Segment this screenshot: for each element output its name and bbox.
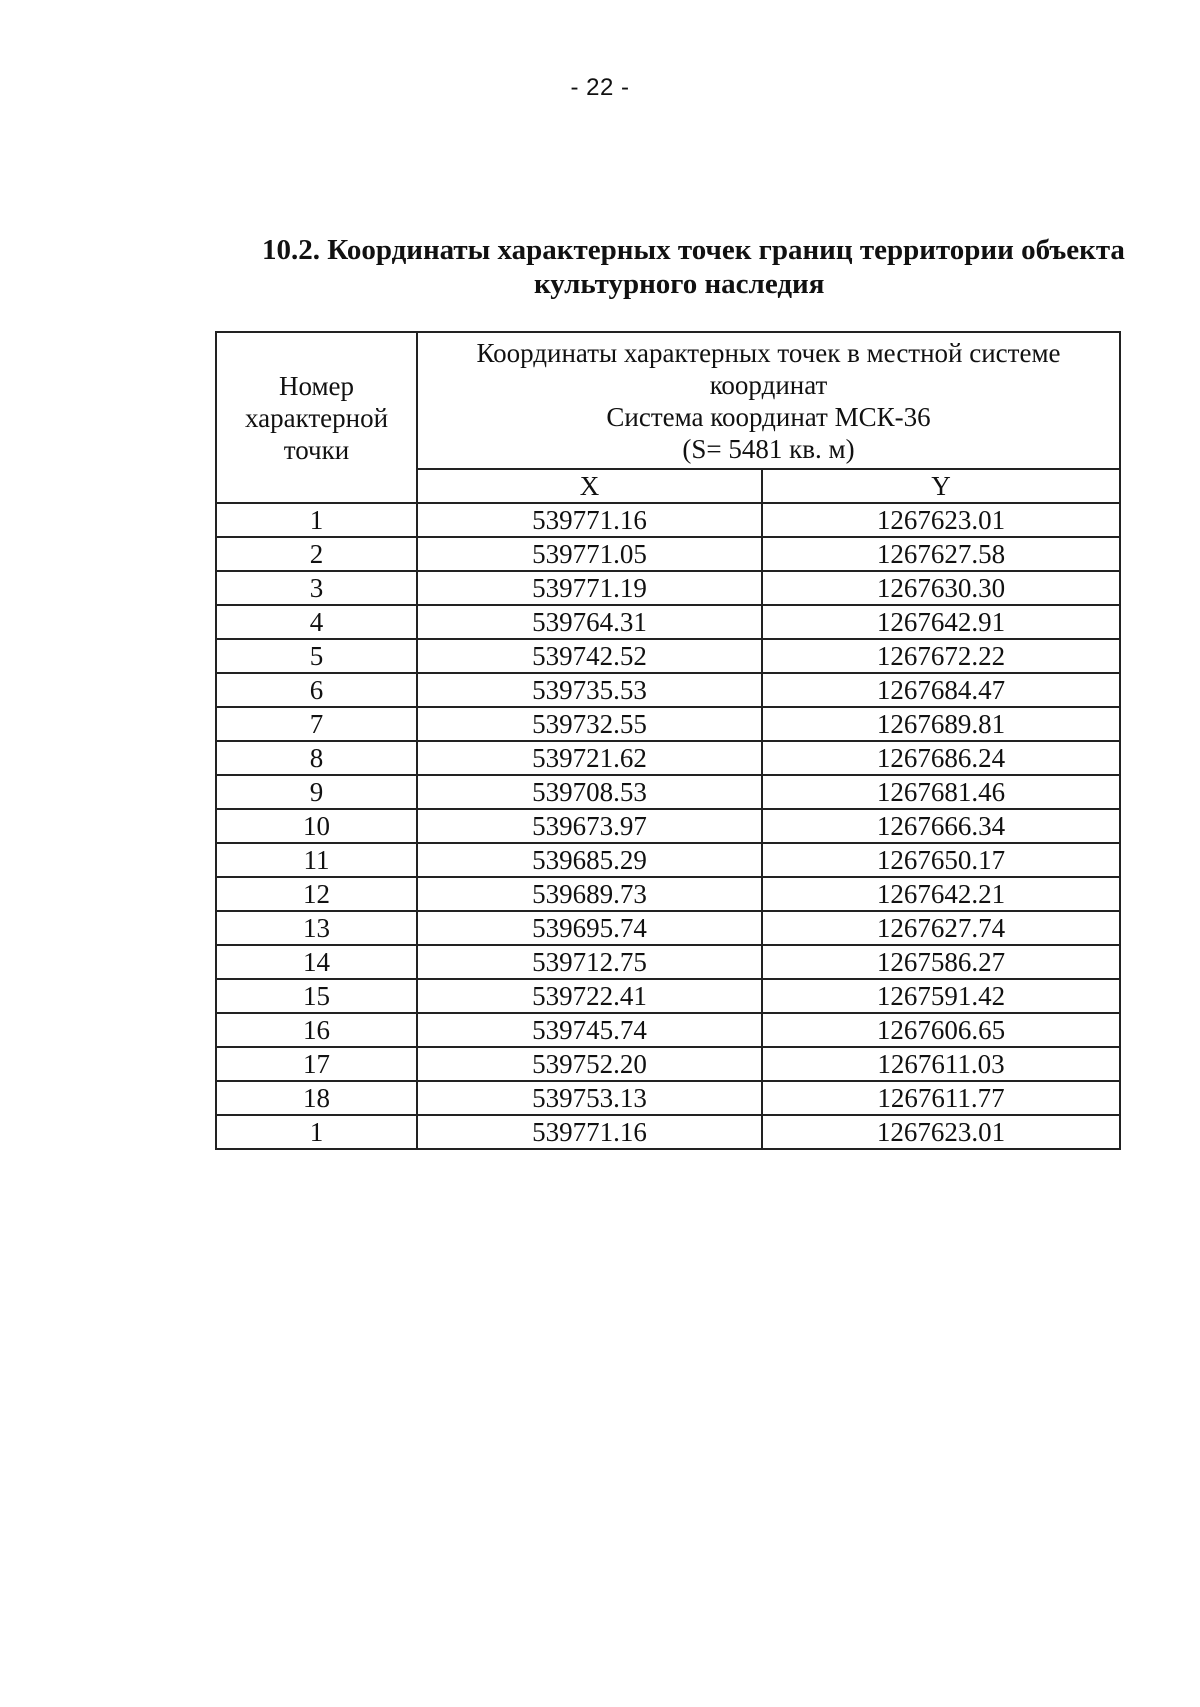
x-coordinate-cell: 539771.16 [417,503,762,537]
point-number-header-line: точки [283,434,350,465]
x-coordinate-cell: 539752.20 [417,1047,762,1081]
coordinates-header [417,332,1120,469]
point-number-cell: 18 [216,1081,417,1115]
y-coordinate-cell: 1267686.24 [762,741,1120,775]
table-row [216,605,1120,639]
point-number-header-line: Номер [278,370,355,401]
x-coordinate-cell: 539689.73 [417,877,762,911]
table-row [216,503,1120,537]
point-number-cell: 4 [216,605,417,639]
x-coordinate-cell: 539695.74 [417,911,762,945]
table-header-row [216,332,1120,469]
y-coordinate-cell: 1267627.58 [762,537,1120,571]
x-coordinate-cell: 539712.75 [417,945,762,979]
coordinates-header-line: Координаты характерных точек в местной системе [476,337,1061,368]
table-row [216,639,1120,673]
coordinates-header-line: (S= 5481 кв. м) [682,433,855,464]
section-title-line2: культурного наследия [534,268,825,300]
x-column-header: X [417,469,762,503]
point-number-header-line: характерной [244,402,389,433]
y-coordinate-cell: 1267623.01 [762,503,1120,537]
x-coordinate-cell: 539771.19 [417,571,762,605]
point-number-cell: 1 [216,503,417,537]
y-coordinate-cell: 1267672.22 [762,639,1120,673]
y-column-header: Y [762,469,1120,503]
point-number-cell: 3 [216,571,417,605]
table-row [216,911,1120,945]
point-number-cell: 11 [216,843,417,877]
section-title-line1: 10.2. Координаты характерных точек границ территории объекта [262,234,1125,266]
y-coordinate-cell: 1267591.42 [762,979,1120,1013]
x-coordinate-cell: 539764.31 [417,605,762,639]
table-row [216,1013,1120,1047]
point-number-cell: 5 [216,639,417,673]
x-coordinate-cell: 539735.53 [417,673,762,707]
table-row [216,741,1120,775]
table-row [216,571,1120,605]
coordinates-header-line: Система координат МСК-36 [606,401,931,432]
x-coordinate-cell: 539721.62 [417,741,762,775]
x-coordinate-cell: 539673.97 [417,809,762,843]
point-number-cell: 15 [216,979,417,1013]
y-coordinate-cell: 1267650.17 [762,843,1120,877]
x-coordinate-cell: 539685.29 [417,843,762,877]
y-coordinate-cell: 1267689.81 [762,707,1120,741]
y-coordinate-cell: 1267606.65 [762,1013,1120,1047]
table-row [216,945,1120,979]
table-row [216,809,1120,843]
coordinates-header-line: координат [709,369,828,400]
table-row [216,1047,1120,1081]
x-coordinate-cell: 539771.05 [417,537,762,571]
y-coordinate-cell: 1267681.46 [762,775,1120,809]
point-number-cell: 8 [216,741,417,775]
table-row [216,1081,1120,1115]
y-coordinate-cell: 1267630.30 [762,571,1120,605]
table-row [216,707,1120,741]
y-coordinate-cell: 1267642.91 [762,605,1120,639]
y-coordinate-cell: 1267684.47 [762,673,1120,707]
x-coordinate-cell: 539771.16 [417,1115,762,1149]
x-coordinate-cell: 539732.55 [417,707,762,741]
point-number-cell: 13 [216,911,417,945]
y-coordinate-cell: 1267611.77 [762,1081,1120,1115]
x-coordinate-cell: 539745.74 [417,1013,762,1047]
point-number-cell: 9 [216,775,417,809]
coordinates-table [215,331,1121,1150]
page-number: - 22 - [570,74,630,101]
point-number-cell: 10 [216,809,417,843]
point-number-cell: 6 [216,673,417,707]
x-coordinate-cell: 539708.53 [417,775,762,809]
table-row [216,1115,1120,1149]
table-row [216,537,1120,571]
point-number-header [216,332,417,503]
table-row [216,775,1120,809]
point-number-cell: 14 [216,945,417,979]
point-number-cell: 2 [216,537,417,571]
y-coordinate-cell: 1267586.27 [762,945,1120,979]
table-row [216,673,1120,707]
point-number-cell: 16 [216,1013,417,1047]
y-coordinate-cell: 1267627.74 [762,911,1120,945]
table-row [216,979,1120,1013]
y-coordinate-cell: 1267666.34 [762,809,1120,843]
point-number-cell: 1 [216,1115,417,1149]
point-number-cell: 17 [216,1047,417,1081]
x-coordinate-cell: 539742.52 [417,639,762,673]
section-title [262,233,1142,301]
table-body [216,503,1120,1149]
table-row [216,877,1120,911]
table-row [216,843,1120,877]
y-coordinate-cell: 1267623.01 [762,1115,1120,1149]
point-number-cell: 12 [216,877,417,911]
y-coordinate-cell: 1267611.03 [762,1047,1120,1081]
x-coordinate-cell: 539722.41 [417,979,762,1013]
point-number-cell: 7 [216,707,417,741]
y-coordinate-cell: 1267642.21 [762,877,1120,911]
x-coordinate-cell: 539753.13 [417,1081,762,1115]
